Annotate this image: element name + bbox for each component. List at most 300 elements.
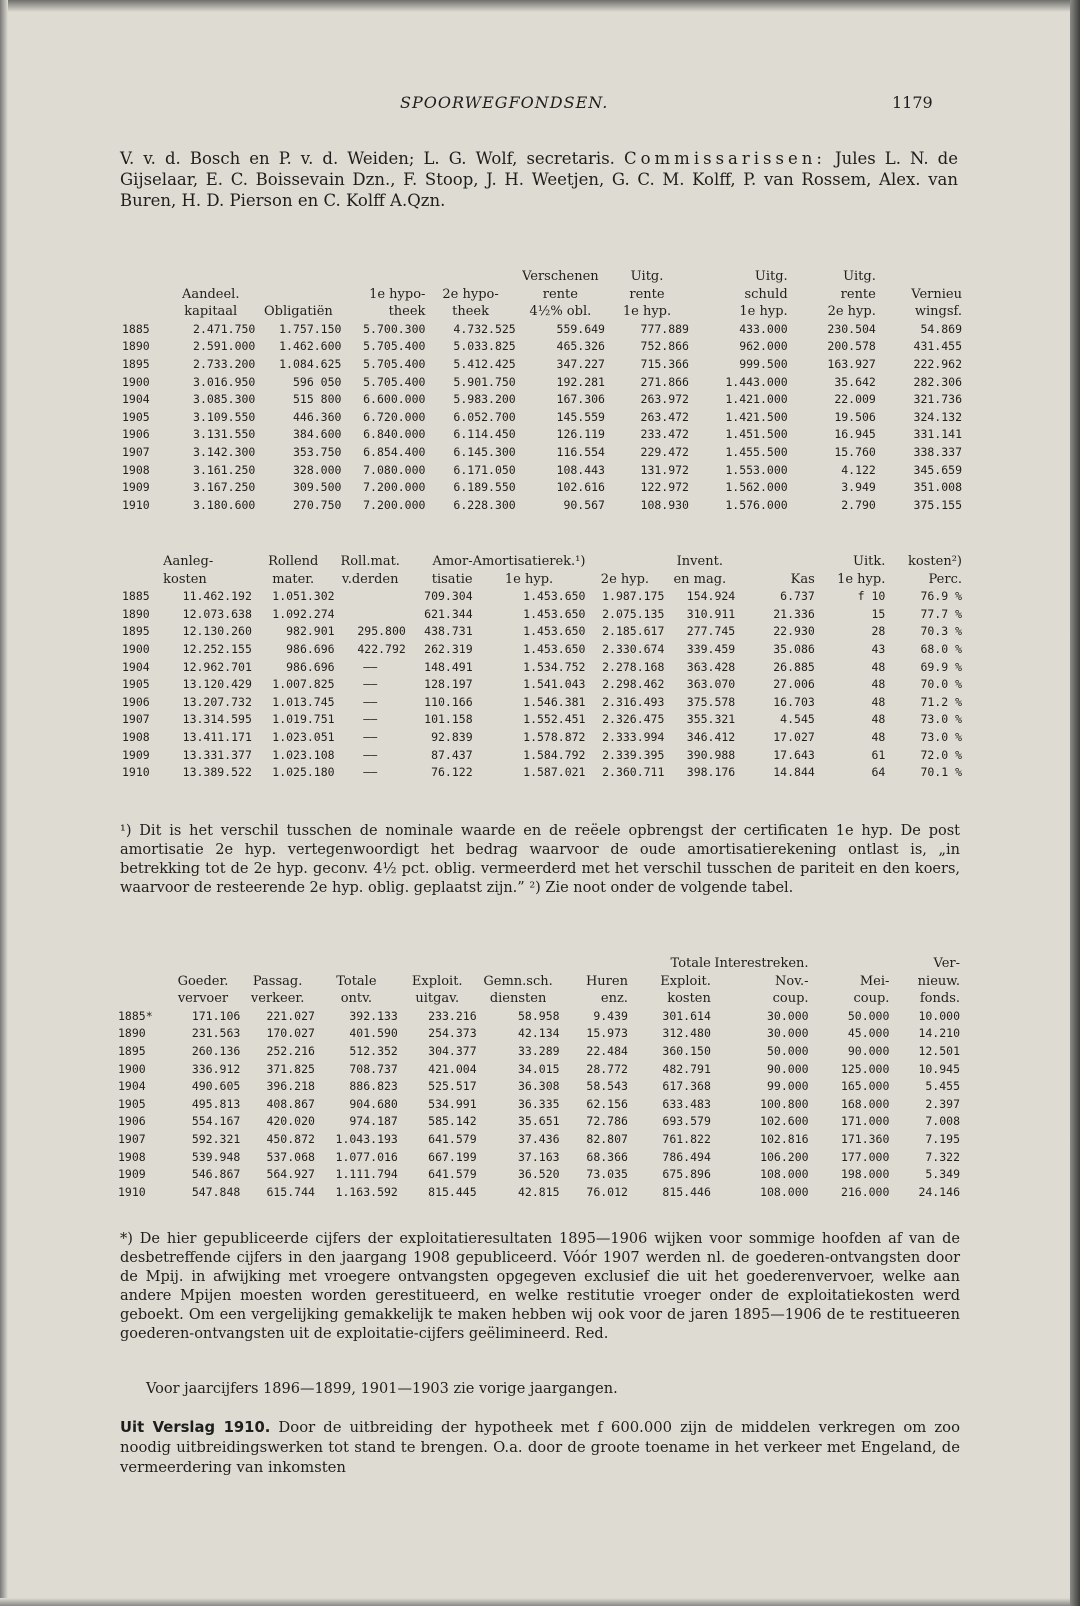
table-cell: 222.962	[913, 356, 962, 371]
table-row	[118, 1096, 960, 1114]
table-cell: 515 800	[292, 392, 342, 407]
table-cell: 3.180.600	[193, 497, 256, 512]
table-cell: 633.483	[662, 1096, 711, 1111]
table-cell: 54.869	[920, 321, 962, 336]
table-cell: 982.901	[286, 624, 335, 639]
row-year: 1900	[118, 1061, 146, 1076]
column-header: Obligatiën	[263, 304, 333, 320]
table-row	[122, 338, 962, 356]
table-cell: 346.412	[686, 729, 736, 744]
column-header: ontv.	[340, 991, 373, 1007]
column-header	[585, 553, 664, 571]
column-header: Perc.	[928, 571, 962, 587]
table-cell: 1.443.000	[725, 374, 788, 389]
table-cell: 15.760	[834, 444, 876, 459]
column-header	[255, 286, 341, 304]
table-cell: 48	[871, 694, 886, 709]
table-cell: ——	[363, 765, 378, 780]
column-header	[315, 955, 398, 973]
table-cell: 271.866	[640, 374, 689, 389]
column-header: enz.	[600, 991, 628, 1007]
table-cell: 363.428	[686, 659, 736, 674]
column-header	[118, 990, 166, 1008]
table-cell: ——	[363, 677, 378, 692]
page-left-edge	[0, 0, 8, 1606]
table-cell: 48	[871, 712, 886, 727]
table-cell: 10.945	[918, 1061, 960, 1076]
table-cell: 815.446	[662, 1184, 711, 1199]
header-row	[122, 571, 962, 589]
table-cell: 962.000	[739, 339, 788, 354]
column-header	[122, 571, 163, 589]
header-row	[122, 286, 962, 304]
column-header: Amortisatierek.¹)	[472, 554, 586, 569]
table-cell: 36.520	[518, 1167, 560, 1182]
table-row	[118, 1166, 960, 1184]
table-cell: 262.319	[424, 641, 473, 656]
table-cell: 422.792	[357, 641, 406, 656]
table-cell: 6.737	[780, 589, 815, 604]
table-cell: 347.227	[556, 356, 605, 371]
table-cell: 310.911	[686, 606, 736, 621]
column-header	[122, 553, 163, 571]
table-cell: 50.000	[767, 1043, 809, 1058]
table-cell: 7.322	[925, 1149, 960, 1164]
table-cell: 131.972	[640, 462, 689, 477]
row-year: 1890	[122, 606, 150, 621]
table-cell: ——	[363, 659, 378, 674]
table-cell: 108.443	[556, 462, 605, 477]
column-header: 2e hypo-	[442, 286, 499, 302]
table-cell: 1.077.016	[335, 1149, 398, 1164]
table-cell: 5.705.400	[363, 374, 426, 389]
table-cell: 48	[871, 677, 886, 692]
table-cell: 2.471.750	[193, 321, 256, 336]
table-cell: 667.199	[428, 1149, 477, 1164]
table-cell: 64	[871, 765, 886, 780]
table-cell: 70.3 %	[920, 624, 962, 639]
table-row	[118, 1008, 960, 1026]
table-cell: 301.614	[662, 1008, 711, 1023]
column-header: Mei-	[859, 973, 890, 989]
table-cell: 92.839	[431, 729, 473, 744]
table-cell: 230.504	[827, 321, 876, 336]
table-cell: 1.576.000	[725, 497, 788, 512]
table-assets	[122, 553, 962, 782]
table-cell: 641.579	[428, 1167, 477, 1182]
column-header	[166, 955, 241, 973]
column-header: 1e hyp.	[622, 304, 672, 320]
table-cell: 1.462.600	[279, 339, 342, 354]
table-cell: 1.092.274	[272, 606, 335, 621]
table-cell: 1.019.751	[272, 712, 335, 727]
table-cell: 90.000	[847, 1043, 890, 1058]
table-cell: 1.453.650	[523, 606, 586, 621]
intro-paragraph	[120, 148, 958, 211]
table-cell: 5.412.425	[453, 356, 516, 371]
column-header: coup.	[853, 991, 890, 1007]
table-cell: 254.373	[428, 1026, 477, 1041]
table-cell: 1.421.500	[725, 409, 788, 424]
table-cell: 1.562.000	[725, 480, 788, 495]
column-header: Interestreken.	[714, 956, 809, 971]
table-cell: 2.397	[925, 1096, 960, 1111]
table-cell: 596 050	[292, 374, 342, 389]
table-cell: 4.122	[841, 462, 876, 477]
table-cell: 709.304	[424, 589, 473, 604]
row-year: 1910	[118, 1184, 146, 1199]
table-cell: 6.600.000	[363, 392, 426, 407]
table-row	[122, 747, 962, 765]
table-row	[122, 409, 962, 427]
table-cell: 6.145.300	[453, 444, 516, 459]
table-cell: 1.455.500	[725, 444, 788, 459]
column-header: Uitg.	[754, 269, 788, 284]
table-cell: 328.000	[292, 462, 342, 477]
table-row	[122, 641, 962, 659]
table-cell: 73.035	[586, 1167, 628, 1182]
table-cell: 9.439	[593, 1008, 628, 1023]
table-cell: 1.578.872	[523, 729, 586, 744]
table-cell: 43	[871, 641, 886, 656]
table-cell: 106.200	[760, 1149, 809, 1164]
table-cell: 4.732.525	[453, 321, 516, 336]
table-cell: 384.600	[292, 427, 342, 442]
column-header: Uitg.	[843, 269, 876, 284]
table-cell: 45.000	[847, 1026, 890, 1041]
table-cell: 102.816	[760, 1131, 809, 1146]
table-cell: 68.0 %	[920, 641, 962, 656]
column-header: Amor-	[432, 554, 473, 569]
table-cell: 90.567	[563, 497, 605, 512]
table-cell: 277.745	[686, 624, 736, 639]
row-year: 1905	[122, 677, 150, 692]
table-cell: 355.321	[686, 712, 736, 727]
table-cell: 229.472	[640, 444, 689, 459]
table-row	[122, 374, 962, 392]
page-number: 1179	[892, 93, 933, 112]
column-header: Invent.	[676, 554, 723, 569]
table-cell: 35.642	[834, 374, 876, 389]
table-cell: 231.563	[191, 1026, 241, 1041]
table-cell: 36.308	[518, 1079, 560, 1094]
table-cell	[335, 606, 406, 624]
row-year: 1904	[122, 392, 150, 407]
table-cell: 233.216	[428, 1008, 477, 1023]
column-header: rente	[840, 286, 876, 302]
table-cell: 263.472	[640, 409, 689, 424]
column-header: kosten	[667, 991, 711, 1007]
table-cell: 446.360	[292, 409, 342, 424]
row-year: 1900	[122, 641, 150, 656]
table-cell: 6.189.550	[453, 480, 516, 495]
table-cell: 62.156	[586, 1096, 628, 1111]
column-header: Nov.-	[775, 973, 809, 989]
table-cell: 42.815	[518, 1184, 560, 1199]
table-cell: 339.459	[686, 641, 736, 656]
table-cell: 69.9 %	[920, 659, 962, 674]
table-cell: 35.086	[773, 641, 815, 656]
row-year: 1904	[122, 659, 150, 674]
table-cell: 198.000	[840, 1167, 890, 1182]
table-cell: 1.987.175	[602, 589, 665, 604]
column-header: Vernieu	[911, 286, 962, 302]
row-year: 1906	[122, 427, 150, 442]
row-year: 1907	[118, 1131, 146, 1146]
table-row	[122, 444, 962, 462]
row-year: 1885*	[118, 1008, 153, 1023]
table-cell: 260.136	[191, 1043, 241, 1058]
table-cell: 1.757.150	[279, 321, 342, 336]
table-cell: 72.0 %	[920, 747, 962, 762]
row-year: 1910	[122, 497, 150, 512]
table-cell: 200.578	[827, 339, 876, 354]
table-cell: 2.316.493	[602, 694, 665, 709]
column-header: Kas	[790, 571, 815, 587]
table-cell: 1.111.794	[335, 1167, 398, 1182]
table-cell: 2.790	[841, 497, 876, 512]
column-header: rente	[542, 286, 578, 302]
table-cell: 221.027	[266, 1008, 315, 1023]
table-cell: 58.543	[586, 1079, 628, 1094]
table-cell: 431.455	[913, 339, 962, 354]
column-header: rente	[629, 286, 665, 302]
table-cell: 3.161.250	[193, 462, 256, 477]
page-bottom-edge	[0, 1598, 1070, 1606]
column-header: 2e hyp.	[827, 304, 876, 320]
row-year: 1908	[122, 462, 150, 477]
table-row	[118, 1184, 960, 1202]
table-cell: 3.085.300	[193, 392, 256, 407]
table-row	[118, 1025, 960, 1043]
column-header	[341, 268, 425, 286]
table-cell: 76.122	[431, 765, 473, 780]
table-cell: 438.731	[424, 624, 473, 639]
row-year: 1890	[118, 1026, 146, 1041]
column-header	[118, 973, 166, 991]
table-cell: 564.927	[266, 1167, 315, 1182]
table-cell: 2.733.200	[193, 356, 256, 371]
table-cell: 24.146	[918, 1184, 960, 1199]
table-row	[122, 623, 962, 641]
table-cell: 12.962.701	[182, 659, 252, 674]
table-row	[122, 497, 962, 515]
report-heading: Uit Verslag 1910.	[120, 1419, 271, 1436]
table-cell: 495.813	[191, 1096, 241, 1111]
intro-text-1: V. v. d. Bosch en P. v. d. Weiden; L. G. Wolf, secretaris.	[120, 149, 624, 168]
table-cell: 1.013.745	[272, 694, 335, 709]
table-cell: 76.012	[586, 1184, 628, 1199]
table-cell: 99.000	[767, 1079, 809, 1094]
table-cell: 2.075.135	[602, 606, 665, 621]
table-cell: 270.750	[292, 497, 342, 512]
table-cell: 312.480	[662, 1026, 711, 1041]
table-cell: 1.451.500	[725, 427, 788, 442]
table-row	[122, 606, 962, 624]
table-cell: 22.484	[586, 1043, 628, 1058]
report-paragraph	[120, 1418, 960, 1478]
table-cell: 36.335	[518, 1096, 560, 1111]
table-cell: 295.800	[357, 624, 406, 639]
note-previous-volumes: Voor jaarcijfers 1896—1899, 1901—1903 zie vorige jaargangen.	[146, 1381, 618, 1397]
table-row	[122, 462, 962, 480]
table-cell: 3.949	[841, 480, 876, 495]
table-cell: 525.517	[428, 1079, 477, 1094]
table-cell: 13.314.595	[182, 712, 252, 727]
table-cell: 163.927	[827, 356, 876, 371]
row-year: 1895	[122, 624, 150, 639]
table-cell: 786.494	[662, 1149, 711, 1164]
table-cell: 13.207.732	[182, 694, 252, 709]
footnote-table2: ¹) Dit is het verschil tusschen de nominale waarde en de reëele opbrengst der certificaten 1e hyp. De post amortisatie 2e hyp. vertegenwoordigt het bedrag waarvoor de oude amortisatierekening ontlast is, „in betrekking tot de 2e hyp. geconv. 4½ pct. oblig. vermeerderd met het verschil tusschen de pariteit en den koers, waarvoor de resteerende 2e hyp. oblig. geplaatst zijn.” ²) Zie noot onder de volgende tabel.	[120, 823, 960, 896]
header-row	[122, 268, 962, 286]
table-cell: 35.651	[518, 1114, 560, 1129]
table-cell: 154.924	[686, 589, 736, 604]
table-cell: 6.171.050	[453, 462, 516, 477]
table-cell: 21.336	[773, 606, 815, 621]
column-header	[560, 955, 628, 973]
table-cell: 7.200.000	[363, 480, 426, 495]
table-cell: 1.584.792	[523, 747, 586, 762]
column-header	[122, 286, 166, 304]
table-cell: 33.289	[518, 1043, 560, 1058]
table-cell: 15	[871, 606, 886, 621]
header-row	[122, 553, 962, 571]
table-row	[118, 1061, 960, 1079]
table-cell: 5.705.400	[363, 356, 426, 371]
row-year: 1907	[122, 712, 150, 727]
table-cell: 100.800	[760, 1096, 809, 1111]
table-cell: 408.867	[266, 1096, 315, 1111]
table-row	[118, 1078, 960, 1096]
table-cell: 1.043.193	[335, 1131, 398, 1146]
table-cell: 3.109.550	[193, 409, 256, 424]
table-cell: 2.278.168	[602, 659, 665, 674]
table-cell: 14.210	[918, 1026, 960, 1041]
table-cell: 6.840.000	[363, 427, 426, 442]
table-cell: 87.437	[431, 747, 473, 762]
table-cell: 592.321	[191, 1131, 241, 1146]
column-header: coup.	[772, 991, 809, 1007]
table-cell: 13.411.171	[182, 729, 252, 744]
table-cell: 122.972	[640, 480, 689, 495]
table-cell: 116.554	[556, 444, 605, 459]
row-year: 1890	[122, 339, 150, 354]
table-cell: 1.007.825	[272, 677, 335, 692]
table-cell: 904.680	[349, 1096, 398, 1111]
column-header	[425, 268, 515, 286]
table-cell: 534.991	[428, 1096, 477, 1111]
row-year: 1906	[122, 694, 150, 709]
table-cell: 233.472	[640, 427, 689, 442]
column-header: 1e hypo-	[369, 286, 426, 302]
table-cell: 26.885	[773, 659, 815, 674]
book-spine-shadow	[1070, 0, 1080, 1606]
table-cell: f 10	[857, 589, 886, 604]
table-cell: 71.2 %	[920, 694, 962, 709]
table-cell: 1.453.650	[523, 589, 586, 604]
table-cell: 5.349	[925, 1167, 960, 1182]
table-row	[118, 1113, 960, 1131]
table-cell: 5.983.200	[453, 392, 516, 407]
column-header: en mag.	[673, 571, 727, 587]
table-cell: 13.389.522	[182, 765, 252, 780]
table-cell: 252.216	[266, 1043, 315, 1058]
table-cell: 621.344	[424, 606, 473, 621]
table-cell: 351.008	[913, 480, 962, 495]
table-cell: 2.330.674	[602, 641, 665, 656]
table-cell: 546.867	[191, 1167, 241, 1182]
table-cell: ——	[363, 729, 378, 744]
table-cell: 1.552.451	[523, 712, 586, 727]
table-cell: 90.000	[767, 1061, 809, 1076]
column-header: Ver-	[933, 956, 960, 971]
row-year: 1907	[122, 444, 150, 459]
column-header: kapitaal	[184, 304, 238, 320]
table-row	[122, 711, 962, 729]
header-row	[118, 973, 960, 991]
table-cell: 338.337	[913, 444, 962, 459]
table-cell: 110.166	[424, 694, 473, 709]
column-header: mater.	[272, 571, 315, 587]
table-cell: 615.744	[266, 1184, 315, 1199]
table-cell: 108.000	[760, 1184, 809, 1199]
table-cell: 102.616	[556, 480, 605, 495]
row-year: 1895	[122, 356, 150, 371]
table-cell: 70.1 %	[920, 765, 962, 780]
table-cell: 6.228.300	[453, 497, 516, 512]
table-cell: 5.033.825	[453, 339, 516, 354]
table-cell: 815.445	[428, 1184, 477, 1199]
column-header	[876, 268, 962, 286]
table-cell: 102.600	[760, 1114, 809, 1129]
table-cell: 345.659	[913, 462, 962, 477]
table-cell: 2.360.711	[602, 765, 665, 780]
table-cell: 108.930	[640, 497, 689, 512]
column-header	[122, 303, 166, 321]
column-header: Huren	[585, 973, 628, 989]
table-cell: 641.579	[428, 1131, 477, 1146]
column-header: uitgav.	[415, 991, 460, 1007]
column-header: Uitk.	[853, 554, 886, 569]
table-cell: 675.896	[662, 1167, 711, 1182]
table-cell: 353.750	[292, 444, 342, 459]
row-year: 1908	[118, 1149, 146, 1164]
table-cell: 7.195	[925, 1131, 960, 1146]
table-cell: 554.167	[191, 1114, 241, 1129]
table-cell: 6.052.700	[453, 409, 516, 424]
table-cell: 171.000	[840, 1114, 890, 1129]
row-year: 1905	[118, 1096, 146, 1111]
table-cell: 986.696	[286, 641, 335, 656]
table-cell: 4.545	[780, 712, 815, 727]
table-cell: 14.844	[773, 765, 815, 780]
table-cell: 1.453.650	[523, 641, 586, 656]
table-cell: 324.132	[913, 409, 962, 424]
table-cell: 42.134	[518, 1026, 560, 1041]
column-header: wingsf.	[914, 304, 962, 320]
table-cell: 986.696	[286, 659, 335, 674]
table-cell: 148.491	[424, 659, 473, 674]
column-header: Totale	[670, 956, 711, 971]
table-cell: 216.000	[840, 1184, 890, 1199]
header-row	[118, 990, 960, 1008]
table-cell: 585.142	[428, 1114, 477, 1129]
intro-text-2: Jules L. N. de Gijselaar, E. C. Boissevain Dzn., F. Stoop, J. H. Weetjen, G. C. M. Kolff, P. van Rossem, Alex. van Buren, H. D. Pierson en C. Kolff A.Qzn.	[120, 149, 959, 210]
table-cell: 7.080.000	[363, 462, 426, 477]
row-year: 1906	[118, 1114, 146, 1129]
column-header	[398, 955, 477, 973]
